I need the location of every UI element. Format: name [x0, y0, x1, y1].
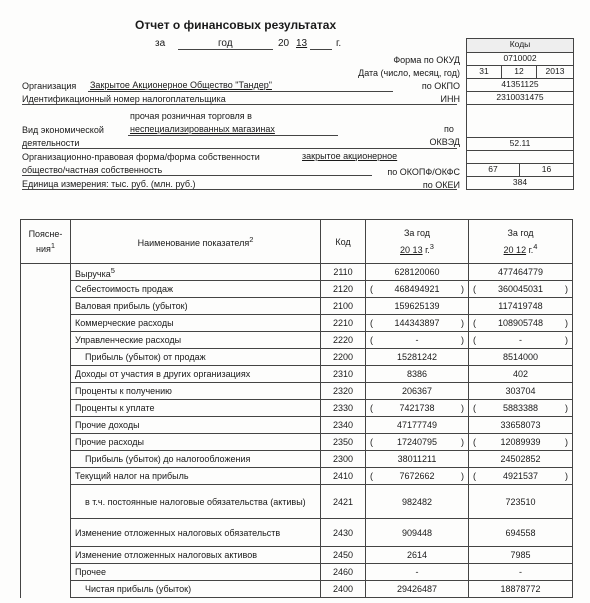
row-code: 2320	[321, 383, 366, 400]
row-current-value: 628120060	[366, 264, 469, 281]
row-notes-cell	[21, 468, 71, 485]
row-notes-cell	[21, 547, 71, 564]
table-row	[21, 349, 573, 366]
period-century: 20	[278, 38, 290, 49]
table-row	[21, 451, 573, 468]
row-code: 2421	[321, 485, 366, 519]
activity-line-2: неспециализированных магазинах	[130, 124, 275, 134]
open-paren: (	[473, 403, 476, 413]
row-current-value: 909448	[366, 519, 469, 547]
okei-label: по ОКЕИ	[422, 180, 460, 190]
row-previous-value: -	[469, 564, 573, 581]
row-indicator-name: Изменение отложенных налоговых обязательств	[71, 519, 321, 547]
inn-code: 2310031475	[466, 91, 574, 105]
row-previous-value: 117419748	[469, 298, 573, 315]
table-row	[21, 468, 573, 485]
header-previous-year: За год 20 12 г.$^4$	[469, 220, 573, 264]
row-previous-value: 477464779	[469, 264, 573, 281]
table-row	[21, 564, 573, 581]
row-notes-cell	[21, 281, 71, 298]
row-current-value: 38011211	[366, 451, 469, 468]
org-underline	[88, 91, 393, 92]
row-indicator-name: Прибыль (убыток) от продаж	[71, 349, 321, 366]
open-paren: (	[473, 284, 476, 294]
close-paren: )	[565, 437, 568, 447]
row-previous-value: 7985	[469, 547, 573, 564]
codes-blank	[466, 104, 574, 138]
row-previous-value: 33658073	[469, 417, 573, 434]
header-notes: Поясне-ния$^1$	[21, 220, 71, 264]
table-row	[21, 519, 573, 547]
org-label: Организация	[22, 81, 77, 91]
row-current-value: 47177749	[366, 417, 469, 434]
table-row	[21, 332, 573, 349]
row-notes-cell	[21, 434, 71, 451]
row-previous-value: 18878772	[469, 581, 573, 598]
activity-underline	[128, 135, 338, 136]
okei-code: 384	[466, 176, 574, 190]
row-code: 2430	[321, 519, 366, 547]
close-paren: )	[461, 335, 464, 345]
row-code: 2300	[321, 451, 366, 468]
table-row	[21, 485, 573, 519]
close-paren: )	[461, 471, 464, 481]
table-row	[21, 264, 573, 281]
close-paren: )	[461, 437, 464, 447]
row-code: 2200	[321, 349, 366, 366]
close-paren: )	[461, 403, 464, 413]
open-paren: (	[370, 471, 373, 481]
row-indicator-name: Прочие доходы	[71, 417, 321, 434]
unit-label: Единица измерения: тыс. руб. (млн. руб.)	[22, 179, 196, 189]
header-code: Код	[321, 220, 366, 264]
row-indicator-name: Проценты к получению	[71, 383, 321, 400]
row-indicator-name: Прочие расходы	[71, 434, 321, 451]
date-year: 2013	[536, 65, 574, 79]
row-current-value: 2614	[366, 547, 469, 564]
report-title: Отчет о финансовых результатах	[135, 18, 337, 32]
table-row	[21, 434, 573, 451]
close-paren: )	[565, 318, 568, 328]
row-indicator-name: Себестоимость продаж	[71, 281, 321, 298]
codes-header: Коды	[466, 38, 574, 53]
row-code: 2400	[321, 581, 366, 598]
okud-code: 0710002	[466, 52, 574, 66]
row-indicator-name: Валовая прибыль (убыток)	[71, 298, 321, 315]
row-indicator-name: в т.ч. постоянные налоговые обязательства (активы)	[71, 485, 321, 519]
row-indicator-name: Управленческие расходы	[71, 332, 321, 349]
row-current-value: ( 7421738 )	[366, 400, 469, 417]
row-previous-value: 723510	[469, 485, 573, 519]
table-row	[21, 281, 573, 298]
okud-label: Форма по ОКУД	[393, 55, 460, 65]
row-code: 2210	[321, 315, 366, 332]
date-month: 12	[501, 65, 537, 79]
open-paren: (	[473, 318, 476, 328]
okved-label-1: по	[444, 124, 454, 134]
inn-underline	[22, 104, 457, 105]
okopf-code: 67	[466, 163, 520, 177]
row-indicator-name: Доходы от участия в других организациях	[71, 366, 321, 383]
row-current-value: ( 144343897 )	[366, 315, 469, 332]
okved-label-2: ОКВЭД	[429, 137, 460, 147]
close-paren: )	[461, 284, 464, 294]
open-paren: (	[473, 335, 476, 345]
date-label: Дата (число, месяц, год)	[358, 68, 460, 78]
row-previous-value: ( - )	[469, 332, 573, 349]
period-word: год	[218, 38, 233, 49]
row-code: 2330	[321, 400, 366, 417]
row-indicator-name: Проценты к уплате	[71, 400, 321, 417]
table-row	[21, 383, 573, 400]
row-code: 2120	[321, 281, 366, 298]
row-notes-cell	[21, 564, 71, 581]
row-current-value: ( - )	[366, 332, 469, 349]
open-paren: (	[370, 318, 373, 328]
row-previous-value: ( 108905748 )	[469, 315, 573, 332]
row-previous-value: 24502852	[469, 451, 573, 468]
table-row	[21, 298, 573, 315]
row-previous-value: 8514000	[469, 349, 573, 366]
unit-underline	[22, 189, 457, 190]
header-current-year: За год 20 13 г.$^3$	[366, 220, 469, 264]
row-notes-cell	[21, 451, 71, 468]
row-notes-cell	[21, 581, 71, 598]
open-paren: (	[370, 437, 373, 447]
row-code: 2350	[321, 434, 366, 451]
activity-underline-2	[22, 148, 457, 149]
row-code: 2410	[321, 468, 366, 485]
row-notes-cell	[21, 264, 71, 281]
row-indicator-name: Прочее	[71, 564, 321, 581]
row-previous-value: ( 5883388 )	[469, 400, 573, 417]
row-indicator-name: Коммерческие расходы	[71, 315, 321, 332]
form-label-2: общество/частная собственность	[22, 165, 163, 175]
row-indicator-name: Чистая прибыль (убыток)	[71, 581, 321, 598]
financial-results-table	[20, 219, 573, 598]
row-indicator-name: Выручка$^5$	[71, 264, 321, 281]
row-current-value: 15281242	[366, 349, 469, 366]
row-previous-value: ( 4921537 )	[469, 468, 573, 485]
row-previous-value: ( 12089939 )	[469, 434, 573, 451]
row-current-value: 29426487	[366, 581, 469, 598]
form-underline	[22, 175, 372, 176]
activity-label-1: Вид экономической	[22, 125, 104, 135]
period-prefix: за	[155, 38, 166, 49]
row-indicator-name: Текущий налог на прибыль	[71, 468, 321, 485]
table-row	[21, 581, 573, 598]
row-notes-cell	[21, 315, 71, 332]
open-paren: (	[370, 335, 373, 345]
okpo-label: по ОКПО	[421, 81, 460, 91]
row-notes-cell	[21, 366, 71, 383]
row-code: 2110	[321, 264, 366, 281]
row-code: 2310	[321, 366, 366, 383]
table-row	[21, 315, 573, 332]
activity-line-1: прочая розничная торговля в	[130, 111, 252, 121]
open-paren: (	[370, 403, 373, 413]
header-indicator-name: Наименование показателя$^2$	[71, 220, 321, 264]
row-notes-cell	[21, 383, 71, 400]
row-current-value: ( 17240795 )	[366, 434, 469, 451]
okpo-code: 41351125	[466, 78, 574, 92]
close-paren: )	[565, 284, 568, 294]
codes-blank-2	[466, 150, 574, 164]
date-day: 31	[466, 65, 502, 79]
row-code: 2340	[321, 417, 366, 434]
row-current-value: -	[366, 564, 469, 581]
close-paren: )	[565, 403, 568, 413]
row-indicator-name: Прибыль (убыток) до налогообложения	[71, 451, 321, 468]
row-notes-cell	[21, 519, 71, 547]
table-row	[21, 366, 573, 383]
row-indicator-name: Изменение отложенных налоговых активов	[71, 547, 321, 564]
table-row	[21, 417, 573, 434]
table-header-row	[21, 220, 573, 264]
row-previous-value: ( 360045031 )	[469, 281, 573, 298]
inn-label: ИНН	[440, 94, 460, 104]
inn-full-label: Идентификационный номер налогоплательщика	[22, 94, 226, 104]
row-notes-cell	[21, 298, 71, 315]
table-row	[21, 547, 573, 564]
open-paren: (	[370, 284, 373, 294]
row-notes-cell	[21, 332, 71, 349]
open-paren: (	[473, 437, 476, 447]
org-value: Закрытое Акционерное Общество "Тандер"	[90, 80, 272, 90]
row-current-value: 8386	[366, 366, 469, 383]
close-paren: )	[565, 335, 568, 345]
row-code: 2460	[321, 564, 366, 581]
row-current-value: ( 7672662 )	[366, 468, 469, 485]
row-notes-cell	[21, 349, 71, 366]
row-current-value: 982482	[366, 485, 469, 519]
row-current-value: 206367	[366, 383, 469, 400]
period-underline-2	[310, 49, 332, 50]
close-paren: )	[461, 318, 464, 328]
form-value: закрытое акционерное	[302, 151, 398, 161]
period-suffix: г.	[336, 38, 342, 49]
row-code: 2100	[321, 298, 366, 315]
row-notes-cell	[21, 485, 71, 519]
period-year: 13	[296, 38, 308, 49]
okfs-code: 16	[519, 163, 574, 177]
row-code: 2450	[321, 547, 366, 564]
row-notes-cell	[21, 417, 71, 434]
row-current-value: 159625139	[366, 298, 469, 315]
open-paren: (	[473, 471, 476, 481]
row-previous-value: 694558	[469, 519, 573, 547]
form-label-1: Организационно-правовая форма/форма собственности	[22, 152, 260, 162]
close-paren: )	[565, 471, 568, 481]
okopf-label: по ОКОПФ/ОКФС	[387, 167, 460, 177]
row-code: 2220	[321, 332, 366, 349]
row-previous-value: 402	[469, 366, 573, 383]
row-current-value: ( 468494921 )	[366, 281, 469, 298]
table-row	[21, 400, 573, 417]
activity-label-2: деятельности	[22, 138, 80, 148]
period-underline	[178, 49, 273, 50]
okved-code: 52.11	[466, 137, 574, 151]
row-previous-value: 303704	[469, 383, 573, 400]
row-notes-cell	[21, 400, 71, 417]
